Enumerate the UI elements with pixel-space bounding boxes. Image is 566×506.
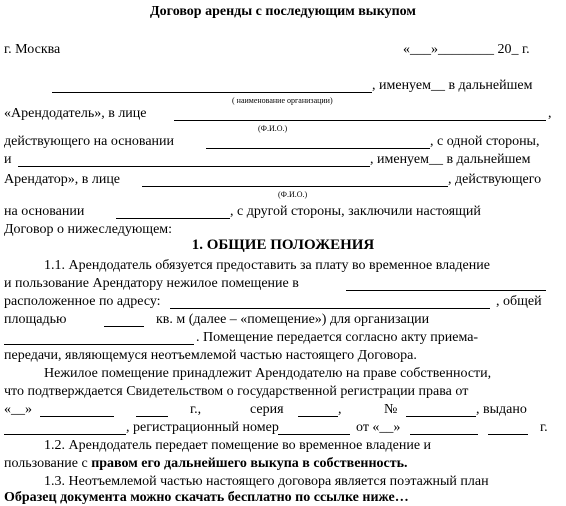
ownership-line3-e: № (384, 402, 398, 417)
download-note: Образец документа можно скачать бесплатно по ссылке ниже… (4, 490, 409, 505)
cert-date-line (40, 416, 114, 417)
reg-year-line (488, 434, 528, 435)
p1-2-line2-start: пользование с (4, 456, 92, 471)
line7: Договор о нижеследующем: (4, 222, 173, 237)
ownership-line4-b: от «__» (356, 420, 401, 435)
line2-start: «Арендодатель», в лице (4, 106, 147, 121)
fio-caption-2: (Ф.И.О.) (278, 190, 308, 199)
line6-end: , с другой стороны, заключили настоящий (230, 204, 481, 219)
cert-year-line (136, 416, 168, 417)
lessee-basis-line (116, 218, 230, 219)
lessee-name-line (18, 166, 370, 167)
p1-1-line6: передачи, являющемуся неотъемлемой частью настоящего Договора. (4, 348, 417, 363)
issuer-line (4, 434, 126, 435)
lessee-rep-line (142, 186, 448, 187)
purpose-line (4, 344, 194, 345)
ownership-line2: что подтверждается Свидетельством о государственной регистрации права от (4, 384, 469, 399)
area-line (104, 326, 144, 327)
lessor-rep-line (174, 120, 546, 121)
reg-number-line (278, 434, 350, 435)
document-title: Договор аренды с последующим выкупом (150, 4, 416, 19)
line5-end: , действующего (448, 172, 542, 187)
org-caption: ( наименование организации) (232, 96, 333, 105)
ownership-line3-a: «__» (4, 402, 32, 417)
ownership-line3-c: серия (250, 402, 284, 417)
p1-1-line3-start: расположенное по адресу: (4, 294, 161, 309)
cert-number-line (406, 416, 476, 417)
ownership-line3-f: , выдано (476, 402, 527, 417)
line6-start: на основании (4, 204, 85, 219)
line3-end: , с одной стороны, (430, 134, 540, 149)
lessor-basis-line (206, 148, 430, 149)
date-field: «___»________ 20_ г. (403, 42, 530, 57)
p1-2-line1: 1.2. Арендодатель передает помещение во временное владение и (44, 438, 432, 453)
premises-location-line (346, 290, 546, 291)
line5-start: Арендатор», в лице (4, 172, 121, 187)
p1-2-line2-bold: правом его дальнейшего выкупа в собственность. (91, 456, 408, 471)
line2-end: , (548, 106, 552, 121)
reg-date-line (410, 434, 478, 435)
p1-1-line4-b: кв. м (далее – «помещение») для организации (156, 312, 430, 327)
p1-1-line3-end: , общей (496, 294, 542, 309)
line4-start: и (4, 152, 12, 167)
p1-1-line1: 1.1. Арендодатель обязуется предоставить за плату во временное владение (44, 258, 490, 273)
ownership-line1: Нежилое помещение принадлежит Арендодателю на праве собственности, (44, 366, 492, 381)
p1-1-line4-a: площадью (4, 312, 67, 327)
cert-series-line (298, 416, 338, 417)
fio-caption-1: (Ф.И.О.) (258, 124, 288, 133)
ownership-line3-d: , (338, 402, 342, 417)
org-name-line (52, 92, 372, 93)
address-line (170, 308, 490, 309)
section-1-heading: 1. ОБЩИЕ ПОЛОЖЕНИЯ (191, 237, 375, 253)
ownership-line4-c: г. (540, 420, 548, 435)
line4-end: , именуем__ в дальнейшем (370, 152, 531, 167)
line3-start: действующего на основании (4, 134, 175, 149)
line1-tail: , именуем__ в дальнейшем (372, 78, 533, 93)
p1-3-line1: 1.3. Неотъемлемой частью настоящего договора является поэтажный план (44, 474, 489, 489)
p1-2-line2 (4, 456, 408, 472)
p1-1-line5-end: . Помещение передается согласно акту приема- (196, 330, 479, 345)
ownership-line3-b: г., (190, 402, 202, 417)
ownership-line4-a: , регистрационный номер (126, 420, 279, 435)
p1-1-line2: и пользование Арендатору нежилое помещение в (4, 276, 299, 291)
city-label: г. Москва (4, 42, 61, 57)
